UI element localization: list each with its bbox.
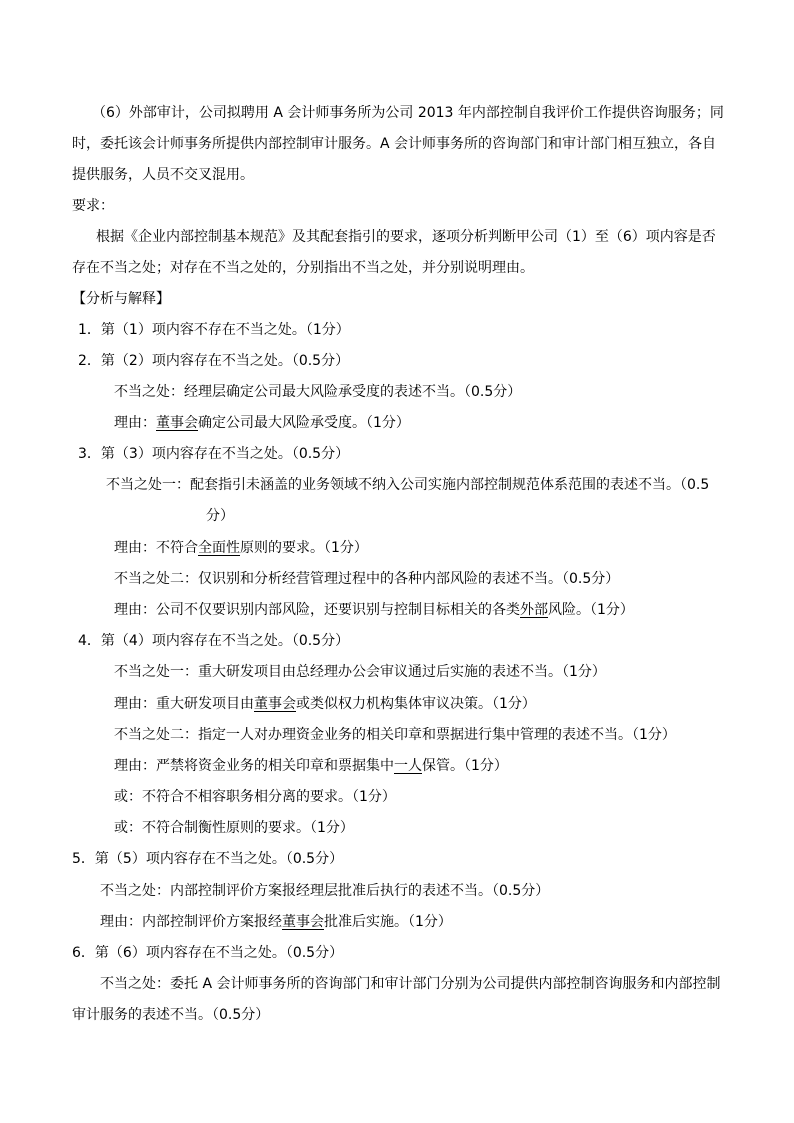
reason-text: 确定公司最大风险承受度。（1分） — [198, 415, 410, 431]
underlined-term: 董事会 — [254, 696, 296, 712]
answer-4-reason-1 — [114, 694, 536, 714]
answer-4-reason-2 — [114, 756, 508, 776]
answer-6-issue-line-1: 不当之处：委托 A 会计师事务所的咨询部门和审计部门分别为公司提供内部控制咨询服务和内部控制 — [100, 976, 721, 992]
underlined-term: 外部 — [520, 602, 548, 618]
analysis-title: 【分析与解释】 — [72, 291, 170, 307]
answer-1: 1．第（1）项内容不存在不当之处。（1分） — [78, 322, 350, 338]
paragraph-6-line-3: 提供服务，人员不交叉混用。 — [72, 167, 254, 183]
requirement-line-2: 存在不当之处；对存在不当之处的，分别指出不当之处，并分别说明理由。 — [72, 260, 534, 276]
answer-2-head: 2．第（2）项内容存在不当之处。（0.5分） — [78, 353, 350, 369]
answer-3-issue-1-line-1: 不当之处一：配套指引未涵盖的业务领域不纳入公司实施内部控制规范体系范围的表述不当。（0.5 — [106, 477, 710, 493]
answer-2-issue: 不当之处：经理层确定公司最大风险承受度的表述不当。（0.5分） — [114, 384, 522, 400]
answer-5-reason — [100, 912, 452, 932]
reason-text: 批准后实施。（1分） — [324, 914, 452, 930]
reason-text: 保管。（1分） — [422, 758, 508, 774]
answer-3-issue-2: 不当之处二：仅识别和分析经营管理过程中的各种内部风险的表述不当。（0.5分） — [114, 571, 620, 587]
reason-label: 理由：内部控制评价方案报经 — [100, 914, 282, 930]
requirement-line-1: 根据《企业内部控制基本规范》及其配套指引的要求，逐项分析判断甲公司（1）至（6）项内容是否 — [96, 229, 716, 245]
reason-text: 风险。（1分） — [548, 602, 634, 618]
paragraph-6-line-2: 时，委托该会计师事务所提供内部控制审计服务。A 会计师事务所的咨询部门和审计部门相互独立，各自 — [72, 136, 717, 152]
answer-2-reason — [114, 413, 410, 433]
answer-4-alt-reason-1: 或：不符合不相容职务相分离的要求。（1分） — [114, 789, 396, 805]
answer-5-head: 5．第（5）项内容存在不当之处。（0.5分） — [72, 851, 344, 867]
requirement-label: 要求： — [72, 198, 114, 214]
underlined-term: 董事会 — [156, 415, 198, 431]
answer-4-issue-1: 不当之处一：重大研发项目由总经理办公会审议通过后实施的表述不当。（1分） — [114, 664, 606, 680]
paragraph-6-line-1: （6）外部审计，公司拟聘用 A 会计师事务所为公司 2013 年内部控制自我评价工作提供咨询服务；同 — [92, 105, 724, 121]
answer-4-alt-reason-2: 或：不符合制衡性原则的要求。（1分） — [114, 820, 354, 836]
answer-4-issue-2: 不当之处二：指定一人对办理资金业务的相关印章和票据进行集中管理的表述不当。（1分） — [114, 727, 676, 743]
reason-label: 理由： — [114, 415, 156, 431]
answer-3-reason-1 — [114, 538, 368, 558]
underlined-term: 全面性 — [198, 540, 240, 556]
answer-4-head: 4．第（4）项内容存在不当之处。（0.5分） — [78, 633, 350, 649]
reason-label: 理由：不符合 — [114, 540, 198, 556]
reason-label: 理由：公司不仅要识别内部风险，还要识别与控制目标相关的各类 — [114, 602, 520, 618]
reason-text: 原则的要求。（1分） — [240, 540, 368, 556]
answer-6-issue-line-2: 审计服务的表述不当。（0.5分） — [72, 1007, 270, 1023]
reason-label: 理由：严禁将资金业务的相关印章和票据集中 — [114, 758, 394, 774]
answer-3-head: 3．第（3）项内容存在不当之处。（0.5分） — [78, 446, 350, 462]
underlined-term: 董事会 — [282, 914, 324, 930]
reason-text: 或类似权力机构集体审议决策。（1分） — [296, 696, 536, 712]
answer-3-issue-1-line-2: 分） — [206, 508, 234, 524]
underlined-term: 一人 — [394, 758, 422, 774]
answer-6-head: 6．第（6）项内容存在不当之处。（0.5分） — [72, 945, 344, 961]
answer-5-issue: 不当之处：内部控制评价方案报经理层批准后执行的表述不当。（0.5分） — [100, 883, 550, 899]
reason-label: 理由：重大研发项目由 — [114, 696, 254, 712]
answer-3-reason-2 — [114, 600, 634, 620]
